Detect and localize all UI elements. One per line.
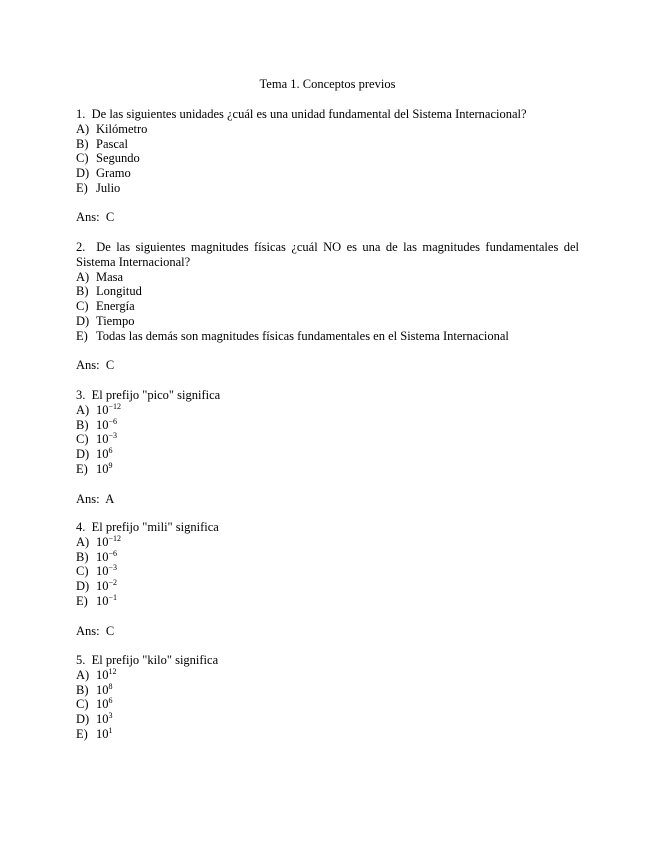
- option-b: [76, 284, 579, 299]
- question-text: El prefijo "pico" significa: [91, 388, 221, 402]
- question-text: El prefijo "mili" significa: [91, 520, 219, 534]
- option-base: 10: [96, 712, 109, 727]
- option-base: 10: [96, 534, 109, 549]
- option-a: [76, 535, 579, 550]
- question-text: De las siguientes unidades ¿cuál es una unidad fundamental del Sistema Internacional?: [91, 107, 527, 121]
- option-base: 10: [96, 667, 109, 682]
- question-5: [76, 653, 579, 742]
- option-label: C): [76, 432, 89, 447]
- option-label: B): [76, 682, 89, 697]
- option-exponent: −6: [108, 548, 118, 558]
- option-text: Longitud: [96, 284, 142, 299]
- option-e: [76, 727, 579, 742]
- option-b: [76, 418, 579, 433]
- option-exponent: −1: [108, 592, 118, 602]
- option-text: Kilómetro: [96, 121, 148, 136]
- answer-3: [76, 492, 114, 507]
- option-text: Pascal: [96, 136, 128, 151]
- option-label: D): [76, 313, 90, 328]
- answer-value: C: [105, 210, 115, 224]
- option-exponent: 3: [108, 711, 113, 721]
- option-label: C): [76, 697, 89, 712]
- answer-prefix: Ans:: [76, 210, 100, 224]
- option-d: [76, 314, 579, 329]
- option-label: D): [76, 447, 90, 462]
- option-label: C): [76, 151, 89, 166]
- question-stem: [76, 388, 579, 403]
- option-text: Tiempo: [96, 313, 135, 328]
- option-c: [76, 564, 579, 579]
- option-base: 10: [96, 402, 109, 417]
- option-label: B): [76, 284, 89, 299]
- option-exponent: −6: [108, 416, 118, 426]
- option-b: [76, 550, 579, 565]
- option-base: 10: [96, 461, 109, 476]
- option-d: [76, 166, 579, 181]
- option-label: A): [76, 534, 90, 549]
- option-d: [76, 579, 579, 594]
- option-e: [76, 594, 579, 609]
- option-b: [76, 683, 579, 698]
- option-label: D): [76, 712, 90, 727]
- option-text: Julio: [96, 180, 121, 195]
- question-number: 2.: [76, 240, 86, 254]
- option-exponent: 6: [108, 696, 113, 706]
- option-label: B): [76, 417, 89, 432]
- option-label: E): [76, 461, 88, 476]
- option-exponent: −12: [108, 401, 122, 411]
- option-base: 10: [96, 579, 109, 594]
- option-label: D): [76, 166, 90, 181]
- option-label: A): [76, 667, 90, 682]
- option-a: [76, 403, 579, 418]
- answer-value: A: [105, 492, 115, 506]
- option-c: [76, 697, 579, 712]
- option-exponent: −12: [108, 533, 122, 543]
- answer-prefix: Ans:: [76, 624, 100, 638]
- option-label: C): [76, 564, 89, 579]
- option-base: 10: [96, 417, 109, 432]
- question-text: El prefijo "kilo" significa: [91, 653, 219, 667]
- option-label: D): [76, 579, 90, 594]
- option-a: [76, 122, 579, 137]
- option-label: A): [76, 269, 90, 284]
- option-base: 10: [96, 697, 109, 712]
- answer-4: [76, 624, 114, 639]
- option-a: [76, 270, 579, 285]
- option-exponent: −3: [108, 563, 118, 573]
- option-text: Segundo: [96, 151, 140, 166]
- option-base: 10: [96, 447, 109, 462]
- question-2: [76, 240, 579, 344]
- question-stem: [76, 107, 579, 122]
- option-exponent: −3: [108, 431, 118, 441]
- answer-2: [76, 358, 114, 373]
- question-stem: [76, 240, 579, 270]
- option-base: 10: [96, 432, 109, 447]
- option-label: A): [76, 121, 90, 136]
- question-1: [76, 107, 579, 196]
- option-base: 10: [96, 549, 109, 564]
- option-label: C): [76, 299, 89, 314]
- answer-value: C: [105, 358, 115, 372]
- option-exponent: 6: [108, 446, 113, 456]
- question-3: [76, 388, 579, 477]
- option-text: Gramo: [96, 166, 131, 181]
- option-e: [76, 181, 579, 196]
- option-exponent: 1: [108, 725, 113, 735]
- option-c: [76, 299, 579, 314]
- answer-value: C: [105, 624, 115, 638]
- option-b: [76, 137, 579, 152]
- page-title: Tema 1. Conceptos previos: [259, 77, 396, 91]
- question-number: 4.: [76, 520, 86, 534]
- answer-prefix: Ans:: [76, 358, 100, 372]
- option-label: E): [76, 180, 88, 195]
- question-number: 1.: [76, 107, 86, 121]
- option-text: Masa: [96, 269, 124, 284]
- option-label: E): [76, 328, 88, 343]
- option-base: 10: [96, 726, 109, 741]
- option-base: 10: [96, 564, 109, 579]
- answer-prefix: Ans:: [76, 492, 100, 506]
- option-label: E): [76, 593, 88, 608]
- question-text: De las siguientes magnitudes físicas ¿cuál NO es una de las magnitudes fundamentales del Sistema Internacional?: [76, 240, 580, 269]
- option-exponent: 12: [108, 666, 117, 676]
- option-text: Energía: [96, 299, 135, 314]
- question-4: [76, 520, 579, 609]
- option-e: [76, 329, 579, 344]
- option-a: [76, 668, 579, 683]
- question-number: 3.: [76, 388, 86, 402]
- question-number: 5.: [76, 653, 86, 667]
- option-exponent: 8: [108, 681, 113, 691]
- option-exponent: −2: [108, 578, 118, 588]
- question-stem: [76, 520, 579, 535]
- option-e: [76, 462, 579, 477]
- option-label: E): [76, 726, 88, 741]
- question-stem: [76, 653, 579, 668]
- answer-1: [76, 210, 114, 225]
- option-d: [76, 712, 579, 727]
- option-label: A): [76, 402, 90, 417]
- option-c: [76, 432, 579, 447]
- option-c: [76, 151, 579, 166]
- option-text: Todas las demás son magnitudes físicas fundamentales en el Sistema Internacional: [96, 328, 509, 343]
- option-base: 10: [96, 593, 109, 608]
- option-label: B): [76, 136, 89, 151]
- option-label: B): [76, 549, 89, 564]
- option-exponent: 9: [108, 460, 113, 470]
- option-base: 10: [96, 682, 109, 697]
- option-d: [76, 447, 579, 462]
